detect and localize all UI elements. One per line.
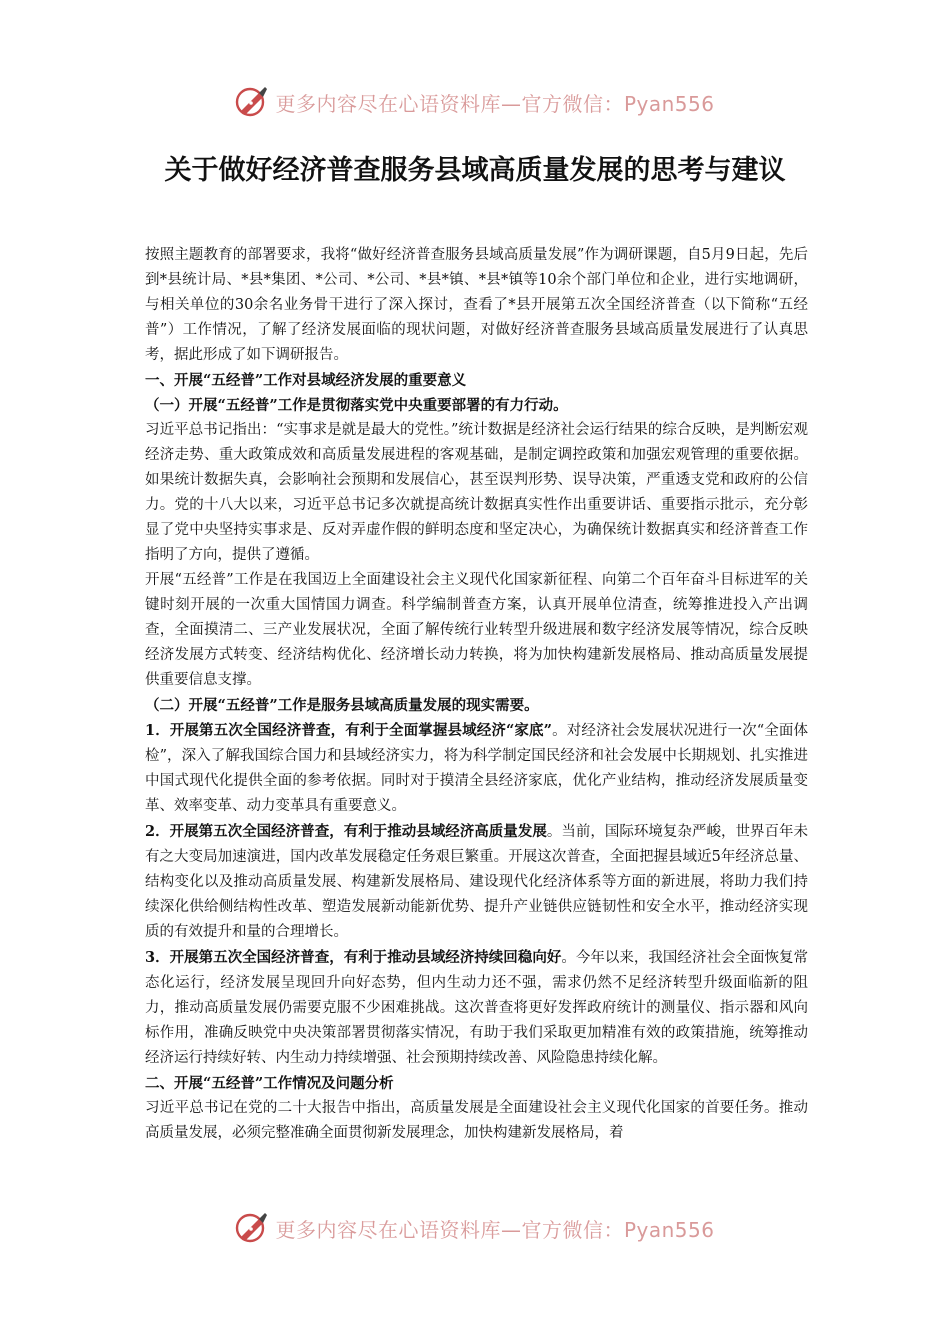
intro-paragraph: 按照主题教育的部署要求，我将“做好经济普查服务县域高质量发展”作为调研课题，自5月9日起，先后到*县统计局、*县*集团、*公司、*公司、*县*镇、*县*镇等10余个部门单位和企业，进行实地调研，与相关单位的30余名业务骨干进行了深入探讨，查看了*县开展第五次全国经济普查（以下简称“五经普”）工作情况，了解了经济发展面临的现状问题，对做好经济普查服务县域高质量发展进行了认真思考，据此形成了如下调研报告。 <box>145 247 808 363</box>
body-paragraph: 开展“五经普”工作是在我国迈上全面建设社会主义现代化国家新征程、向第二个百年奋斗目标进军的关键时刻开展的一次重大国情国力调查。科学编制普查方案，认真开展单位清查，统筹推进投入产出调查，全面摸清二、三产业发展状况，全面了解传统行业转型升级进展和数字经济发展等情况，综合反映经济发展方式转变、经济结构优化、经济增长动力转换，将为加快构建新发展格局、推动高质量发展提供重要信息支撑。 <box>145 572 808 688</box>
section-heading-1: 一、开展“五经普”工作对县域经济发展的重要意义 <box>145 372 467 389</box>
watermark-banner-bottom <box>0 1208 950 1248</box>
section-heading-2: 二、开展“五经普”工作情况及问题分析 <box>145 1075 394 1092</box>
numbered-text: 。对经济社会发展状况进行一次“全面体检”，深入了解我国综合国力和县域经济实力，将为科学制定国民经济和社会发展中长期规划、扎实推进中国式现代化提供全面的参考依据。同时对于摸清全县经济家底，优化产业结构，推动经济发展质量变革、效率变革、动力变革具有重要意义。 <box>145 723 808 814</box>
numbered-paragraph-2 <box>145 819 808 945</box>
watermark-text: 更多内容尽在心语资料库—官方微信：Pyan556 <box>275 91 715 116</box>
numbered-lead: 2．开展第五次全国经济普查，有利于推动县域经济高质量发展 <box>145 823 547 840</box>
numbered-text: 。今年以来，我国经济社会全面恢复常态化运行，经济发展呈现回升向好态势，但内生动力还不强，需求仍然不足经济转型升级面临新的阻力，推动高质量发展仍需要克服不少困难挑战。这次普查将更好发挥政府统计的测量仪、指示器和风向标作用，准确反映党中央决策部署贯彻落实情况，有助于我们采取更加精准有效的政策措施，统筹推动经济运行持续好转、内生动力持续增强、社会预期持续改善、风险隐患持续化解。 <box>145 950 809 1066</box>
body-paragraph: 习近平总书记在党的二十大报告中指出，高质量发展是全面建设社会主义现代化国家的首要任务。推动高质量发展，必须完整准确全面贯彻新发展理念，加快构建新发展格局，着 <box>145 1100 808 1141</box>
numbered-lead: 1．开展第五次全国经济普查，有利于全面掌握县域经济“家底” <box>145 722 552 739</box>
pen-nib-icon <box>235 1211 269 1245</box>
document-body <box>145 243 808 1146</box>
numbered-paragraph-1 <box>145 718 808 819</box>
watermark-banner-top <box>0 82 950 122</box>
numbered-paragraph-3 <box>145 945 808 1071</box>
numbered-lead: 3．开展第五次全国经济普查，有利于推动县域经济持续回稳向好 <box>145 949 562 966</box>
pen-nib-icon <box>235 85 269 119</box>
body-paragraph: 习近平总书记指出：“实事求是就是最大的党性。”统计数据是经济社会运行结果的综合反映，是判断宏观经济走势、重大政策成效和高质量发展进程的客观基础，是制定调控政策和加强宏观管理的重要依据。如果统计数据失真，会影响社会预期和发展信心，甚至误判形势、误导决策，严重透支党和政府的公信力。党的十八大以来，习近平总书记多次就提高统计数据真实性作出重要讲话、重要指示批示，充分彰显了党中央坚持实事求是、反对弄虚作假的鲜明态度和坚定决心，为确保统计数据真实和经济普查工作指明了方向，提供了遵循。 <box>145 422 808 563</box>
numbered-text: 。当前，国际环境复杂严峻，世界百年未有之大变局加速演进，国内改革发展稳定任务艰巨繁重。开展这次普查，全面把握县域近5年经济总量、结构变化以及推动高质量发展、构建新发展格局、建设现代化经济体系等方面的新进展，将助力我们持续深化供给侧结构性改革、塑造发展新动能新优势、提升产业链供应链韧性和安全水平，推动经济实现质的有效提升和量的合理增长。 <box>145 824 808 940</box>
subsection-heading-1-1: （一）开展“五经普”工作是贯彻落实党中央重要部署的有力行动。 <box>145 397 568 414</box>
subsection-heading-1-2: （二）开展“五经普”工作是服务县域高质量发展的现实需要。 <box>145 697 539 714</box>
watermark-text: 更多内容尽在心语资料库—官方微信：Pyan556 <box>275 1217 715 1242</box>
document-title: 关于做好经济普查服务县域高质量发展的思考与建议 <box>164 155 786 186</box>
